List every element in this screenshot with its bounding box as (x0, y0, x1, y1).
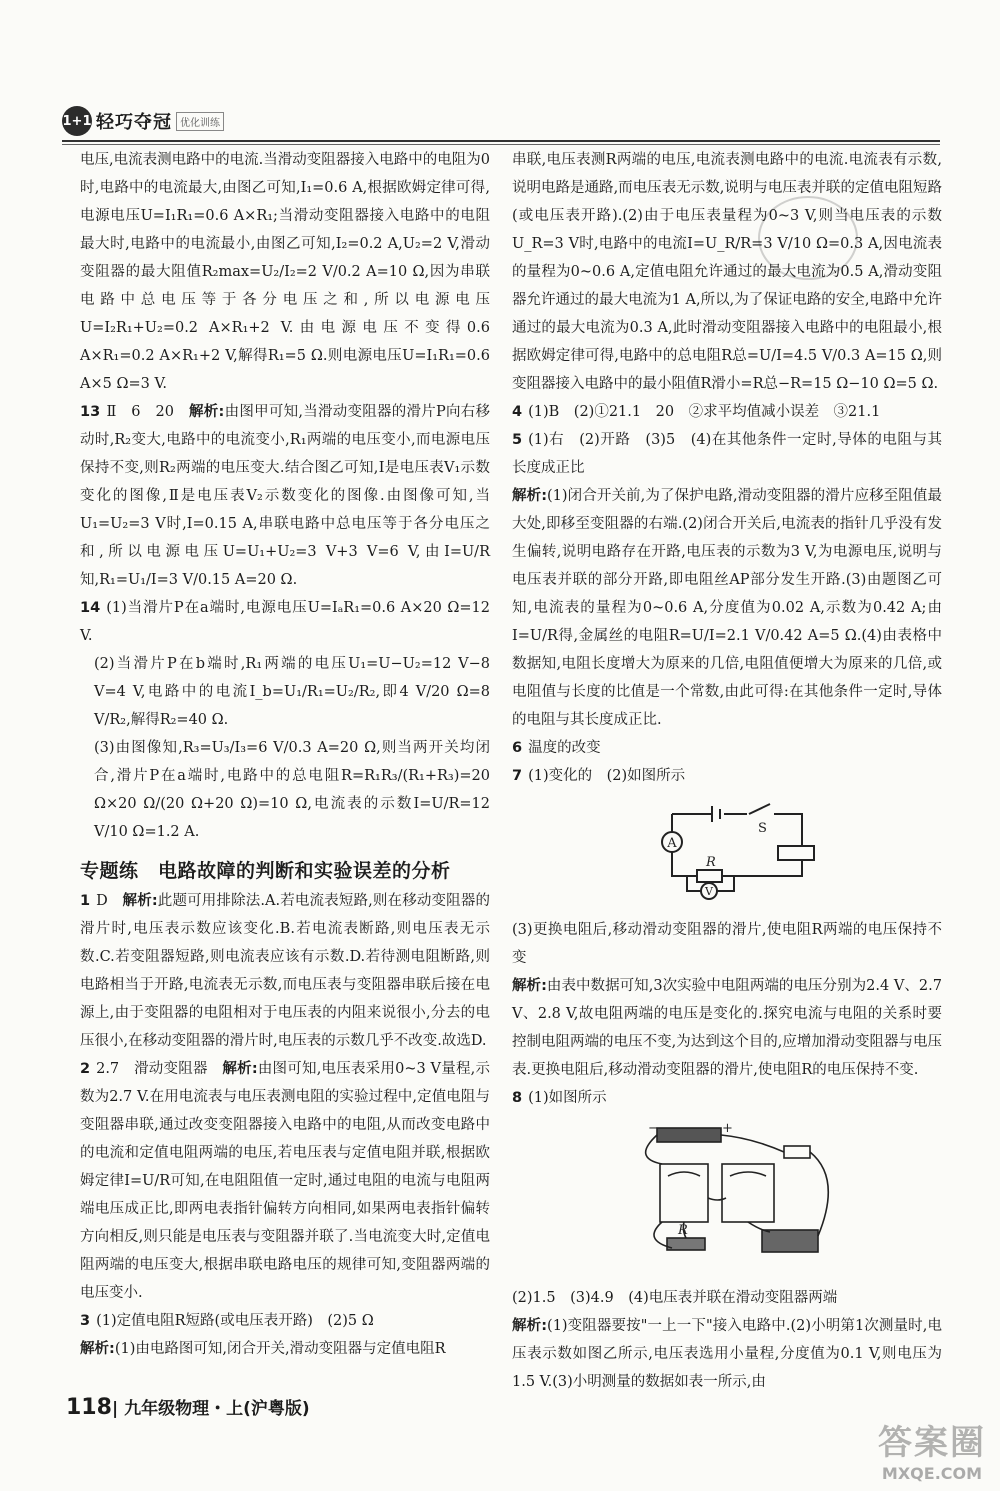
answer-14-part3: (3)由图像知,R₃=U₃/I₃=6 V/0.3 A=20 Ω,则当两开关均闭合,滑片P在a端时,电路中的总电阻R=R₁R₃/(R₁+R₃)=20 Ω×20 Ω/(20 Ω+20 Ω)=10 Ω,电流表的示数I=U/R=12 V/10 Ω=1.2 A. (94, 740, 490, 840)
analysis-label: 解析: (222, 1061, 258, 1077)
resistor-label: R (678, 1223, 688, 1238)
logo-badge: 1+1 (62, 106, 92, 136)
question-number: 4 (512, 404, 523, 420)
topic-answer-3 (80, 1307, 490, 1335)
question-number: 2 (80, 1061, 91, 1077)
circuit-diagram (512, 796, 942, 910)
analysis-text: (1)闭合开关前,为了保护电路,滑动变阻器的滑片应移至阻值最大处,即移至变阻器的右端.(2)闭合开关后,电流表的指针几乎没有发生偏转,说明电路存在开路,电压表的示数为3 V,为电源电压,说明与电压表并联的部分开路,即电阻丝AP部分发生开路.(3)由题图乙可知,电流表的量程为0~0.6 A,分度值为0.02 A,示数为0.42 A;由I=U/R得,金属丝的电阻R=U/I=2.1 V/0.42 A=5 Ω.(4)由表格中数据知,电阻长度增大为原来的几倍,电阻值便增大为原来的几倍,或电阻值与长度的比值是一个常数,由此可得:在其他条件一定时,导体的电阻与其长度成正比. (512, 488, 942, 728)
circuit-diagram-svg (512, 796, 942, 900)
analysis-label: 解析: (122, 893, 158, 909)
analysis-label: 解析: (189, 404, 225, 420)
question-number: 3 (80, 1313, 91, 1329)
analysis-label: 解析: (512, 488, 547, 504)
page-footer: 118| 九年级物理・上(沪粤版) (66, 1395, 310, 1420)
answer-text: (1)B (2)①21.1 20 ②求平均值减小误差 ③21.1 (528, 404, 881, 420)
question-number: 14 (80, 600, 101, 616)
topic-answer-7-analysis (512, 972, 942, 1084)
wiring-diagram (512, 1118, 942, 1278)
battery-minus: − (648, 1121, 659, 1136)
analysis-text: 此题可用排除法.A.若电流表短路,则在移动变阻器的滑片时,电压表示数应该变化.B.若电流表断路,则电压表无示数.C.若变阻器短路,则电流表应该有示数.D.若待测电阻断路,则电路相当于开路,电流表无示数,而电压表与变阻器串联后接在电源上,由于变阻器的电阻相对于电压表的内阻来说很小,分去的电压很小,在移动变阻器的滑片时,电压表的示数几乎不改变.故选D. (80, 893, 490, 1049)
answer-13 (80, 398, 490, 594)
question-number: 7 (512, 768, 523, 784)
logo-subtitle: 优化训练 (176, 112, 224, 131)
answer-text: Ⅱ 6 20 (106, 404, 174, 420)
topic-answer-8-analysis (512, 1312, 942, 1396)
page-number: 118 (66, 1395, 112, 1420)
analysis-text: 由图甲可知,当滑动变阻器的滑片P向右移动时,R₂变大,电路中的电流变小,R₁两端的电压变小,而电源电压保持不变,则R₂两端的电压变大.结合图乙可知,Ⅰ是电压表V₁示数变化的图像,Ⅱ是电压表V₂示数变化的图像.由图像可知,当U₁=U₂=3 V时,I=0.15 A,串联电路中总电压等于各分电压之和,所以电源电压U=U₁+U₂=3 V+3 V=6 V,由I=U/R知,R₁=U₁/I=3 V/0.15 A=20 Ω. (80, 404, 490, 588)
analysis-label: 解析: (80, 1341, 115, 1357)
analysis-text: (1)由电路图可知,闭合开关,滑动变阻器与定值电阻R (114, 1341, 446, 1357)
answer-14-part2: (2)当滑片P在b端时,R₁两端的电压U₁=U−U₂=12 V−8 V=4 V,电路中的电流I_b=U₁/R₁=U₂/R₂,即4 V/20 Ω=8 V/R₂,解得R₂=40 Ω. (94, 656, 490, 728)
watermark-url: MXQE.COM (881, 1464, 983, 1483)
answer-14 (80, 594, 490, 650)
header-rule-thin (62, 144, 940, 145)
analysis-text: 由图可知,电压表采用0~3 V量程,示数为2.7 V.在用电流表与电压表测电阻的实验过程中,定值电阻与变阻器串联,通过改变变阻器接入电路中的电阻,从而改变电路中的电流和定值电阻两端的电压,若电压表与定值电阻并联,根据欧姆定律I=U/R可知,在电阻阻值一定时,通过电阻的电流与电阻两端电压成正比,即两电表指针偏转方向相同,如果两电表指针偏转方向相反,则只能是电压表与变阻器并联了.当电流变大时,定值电阻两端的电压变大,根据串联电路电压的规律可知,变阻器两端的电压变小. (80, 1061, 490, 1301)
ammeter-label: A (667, 836, 677, 851)
answer-text: 2.7 滑动变阻器 (96, 1061, 208, 1077)
topic-answer-5-analysis (512, 482, 942, 734)
topic-answer-4 (512, 398, 942, 426)
resistor-label: R (706, 855, 716, 870)
book-title: 九年级物理・上(沪粤版) (124, 1399, 310, 1419)
answer-text: (1)如图所示 (528, 1090, 607, 1106)
question-number: 13 (80, 404, 101, 420)
left-column (80, 146, 490, 1363)
topic-answer-8 (512, 1084, 942, 1112)
analysis-label: 解析: (512, 978, 547, 994)
topic-answer-7 (512, 762, 942, 790)
question-number: 1 (80, 893, 91, 909)
topic-answer-6 (512, 734, 942, 762)
voltmeter-label: V (705, 885, 713, 898)
topic-answer-5 (512, 426, 942, 482)
answer-text: (1)定值电阻R短路(或电压表开路) (2)5 Ω (96, 1313, 374, 1329)
topic-answer-2 (80, 1055, 490, 1307)
answer-text: (1)右 (2)开路 (3)5 (4)在其他条件一定时,导体的电阻与其长度成正比 (512, 432, 942, 476)
analysis-text: 由表中数据可知,3次实验中电阻两端的电压分别为2.4 V、2.7 V、2.8 V,故电阻两端的电压是变化的.探究电流与电阻的关系时要控制电阻两端的电压不变,为达到这个目的,应增加滑动变阻器与电压表.更换电阻后,移动滑动变阻器的滑片,使电阻R的电压保持不变. (512, 978, 942, 1078)
topic-answer-8-parts: (2)1.5 (3)4.9 (4)电压表并联在滑动变阻器两端 (512, 1290, 838, 1306)
analysis-text: (1)变阻器要按"一上一下"接入电路中.(2)小明第1次测量时,电压表示数如图乙所示,电压表选用小量程,分度值为0.1 V,则电压为1.5 V.(3)小明测量的数据如表一所示,由 (512, 1318, 942, 1390)
answer-text: D (96, 893, 108, 909)
page-header (62, 100, 940, 144)
watermark-title: 答案圈 (878, 1423, 986, 1463)
answer-14-part1: (1)当滑片P在a端时,电源电压U=IₐR₁=0.6 A×20 Ω=12 V. (80, 600, 490, 644)
topic-answer-3-analysis (80, 1335, 490, 1363)
header-rule (62, 140, 940, 142)
answer-text: 温度的改变 (528, 740, 601, 756)
question-number: 6 (512, 740, 523, 756)
battery-plus: + (722, 1121, 733, 1136)
answer-text: (1)变化的 (2)如图所示 (528, 768, 686, 784)
wiring-diagram-svg (512, 1118, 942, 1268)
question-number: 8 (512, 1090, 523, 1106)
section-title: 专题练 电路故障的判断和实验误差的分析 (80, 860, 451, 882)
topic-answer-7-part3: (3)更换电阻后,移动滑动变阻器的滑片,使电阻R两端的电压保持不变 (512, 922, 942, 966)
answer-12-continuation: 电压,电流表测电路中的电流.当滑动变阻器接入电路中的电阻为0时,电路中的电流最大,由图乙可知,I₁=0.6 A,根据欧姆定律可得,电源电压U=I₁R₁=0.6 A×R₁;当滑动变阻器接入电路中的电阻最大时,电路中的电流最小,由图乙可知,I₂=0.2 A,U₂=2 V,滑动变阻器的最大阻值R₂max=U₂/I₂=2 V/0.2 A=10 Ω,因为串联电路中总电压等于各分电压之和,所以电源电压U=I₂R₁+U₂=0.2 A×R₁+2 V.由电源电压不变得0.6 A×R₁=0.2 A×R₁+2 V,解得R₁=5 Ω.则电源电压U=I₁R₁=0.6 A×5 Ω=3 V. (80, 152, 490, 392)
right-column (512, 146, 942, 1396)
logo (62, 104, 224, 138)
question-number: 5 (512, 432, 523, 448)
topic-answer-3-continuation: 串联,电压表测R两端的电压,电流表测电路中的电流.电流表有示数,说明电路是通路,而电压表无示数,说明与电压表并联的定值电阻短路(或电压表开路).(2)由于电压表量程为0~3 V,则当电压表的示数U_R=3 V时,电路中的电流I=U_R/R=3 V/10 Ω=0.3 A,因电流表的量程为0~0.6 A,定值电阻允许通过的最大电流为0.5 A,滑动变阻器允许通过的最大电流为1 A,所以,为了保证电路的安全,电路中允许通过的最大电流为0.3 A,此时滑动变阻器接入电路中的电阻最小,根据欧姆定律可得,电路中的总电阻R总=U/I=4.5 V/0.3 A=15 Ω,则变阻器接入电路中的最小阻值R滑小=R总−R=15 Ω−10 Ω=5 Ω. (512, 152, 942, 392)
analysis-label: 解析: (512, 1318, 548, 1334)
watermark (878, 1415, 986, 1483)
topic-answer-1 (80, 887, 490, 1055)
logo-text: 轻巧夺冠 (96, 112, 172, 133)
switch-label: S (758, 821, 767, 836)
